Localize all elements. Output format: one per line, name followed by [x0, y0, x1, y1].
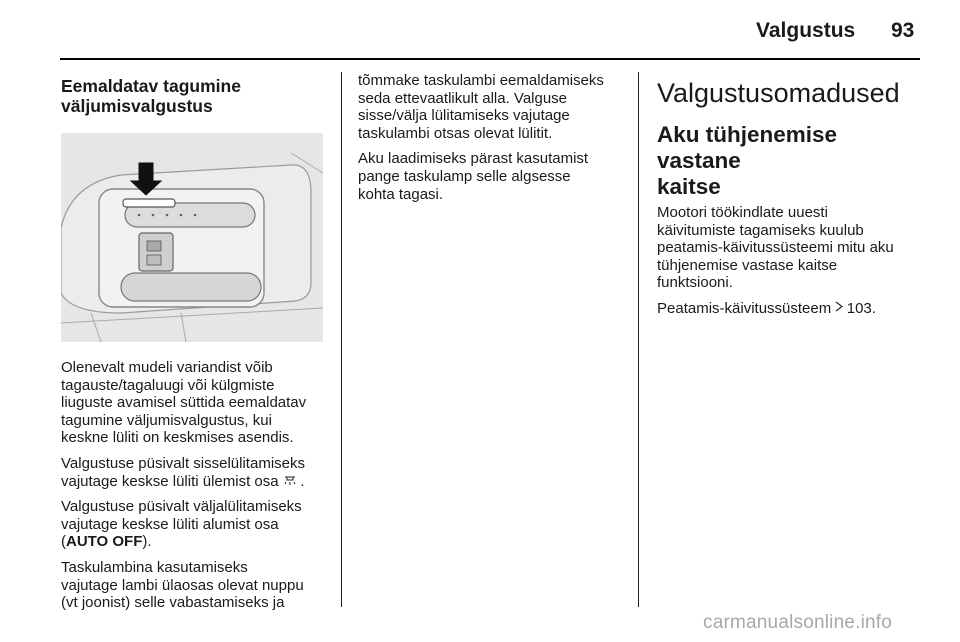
interior-lamp-icon: [283, 474, 301, 489]
running-header-title: Valgustus: [756, 19, 856, 42]
column-divider-right: [638, 72, 639, 607]
flashlight-illustration: [61, 133, 323, 342]
chapter-title-lighting-features: Valgustusomadused: [657, 78, 900, 108]
auto-off-label: AUTO OFF: [66, 533, 143, 551]
header-rule: [60, 58, 920, 60]
paragraph-flashlight-use: Taskulambina kasutamiseks vajutage lambi ülaosas olevat nuppu (vt joonist) selle vabastamiseks ja: [61, 558, 304, 612]
column-1-body: [61, 359, 329, 612]
page-number: 93: [891, 19, 915, 42]
paragraph-stop-start-reference: Peatamis-käivitussüsteem 103.: [657, 299, 876, 317]
column-2: [358, 72, 626, 211]
page-reference-link[interactable]: 103.: [846, 299, 876, 317]
paragraph-battery-protection: Mootori töökindlate uuesti käivitumiste tagamiseks kuulub peatamis-käivitussüsteemi mitu aku tühjenemise vastase kaitse funktsiooni.: [657, 204, 894, 292]
paragraph-charging: Aku laadimiseks pärast kasutamist pange taskulamp selle algsesse kohta tagasi.: [358, 150, 589, 203]
page-reference-icon[interactable]: [835, 301, 846, 315]
column-divider-left: [341, 72, 342, 607]
paragraph-flashlight-removal: tõmmake taskulambi eemaldamiseks seda ettevaatlikult alla. Valguse sisse/välja lülitamiseks vajutage taskulambi otsas olevat lülitit.: [358, 72, 604, 142]
watermark: carmanualsonline.info: [703, 612, 893, 633]
section-heading-battery-protection: Aku tühjenemise vastane kaitse: [657, 122, 838, 199]
flashlight-drawing: [61, 133, 323, 342]
paragraph-switch-off: Valgustuse püsivalt väljalülitamiseks vajutage keskse lüliti alumist osa (AUTO OFF).: [61, 498, 302, 551]
column-3: [657, 72, 922, 326]
paragraph-switch-on: Valgustuse püsivalt sisselülitamiseks vajutage keskse lüliti ülemist osa .: [61, 454, 305, 490]
column-1: [61, 72, 329, 620]
paragraph-exit-lamp-intro: Olenevalt mudeli variandist võib tagauste/tagaluugi või külgmiste liuguste avamisel süttida eemaldatav tagumine väljumisvalgustus, kui keskne lüliti on keskmises asendis.: [61, 359, 307, 447]
section-heading-removable-lamp: Eemaldatav tagumine väljumisvalgustus: [61, 76, 241, 116]
